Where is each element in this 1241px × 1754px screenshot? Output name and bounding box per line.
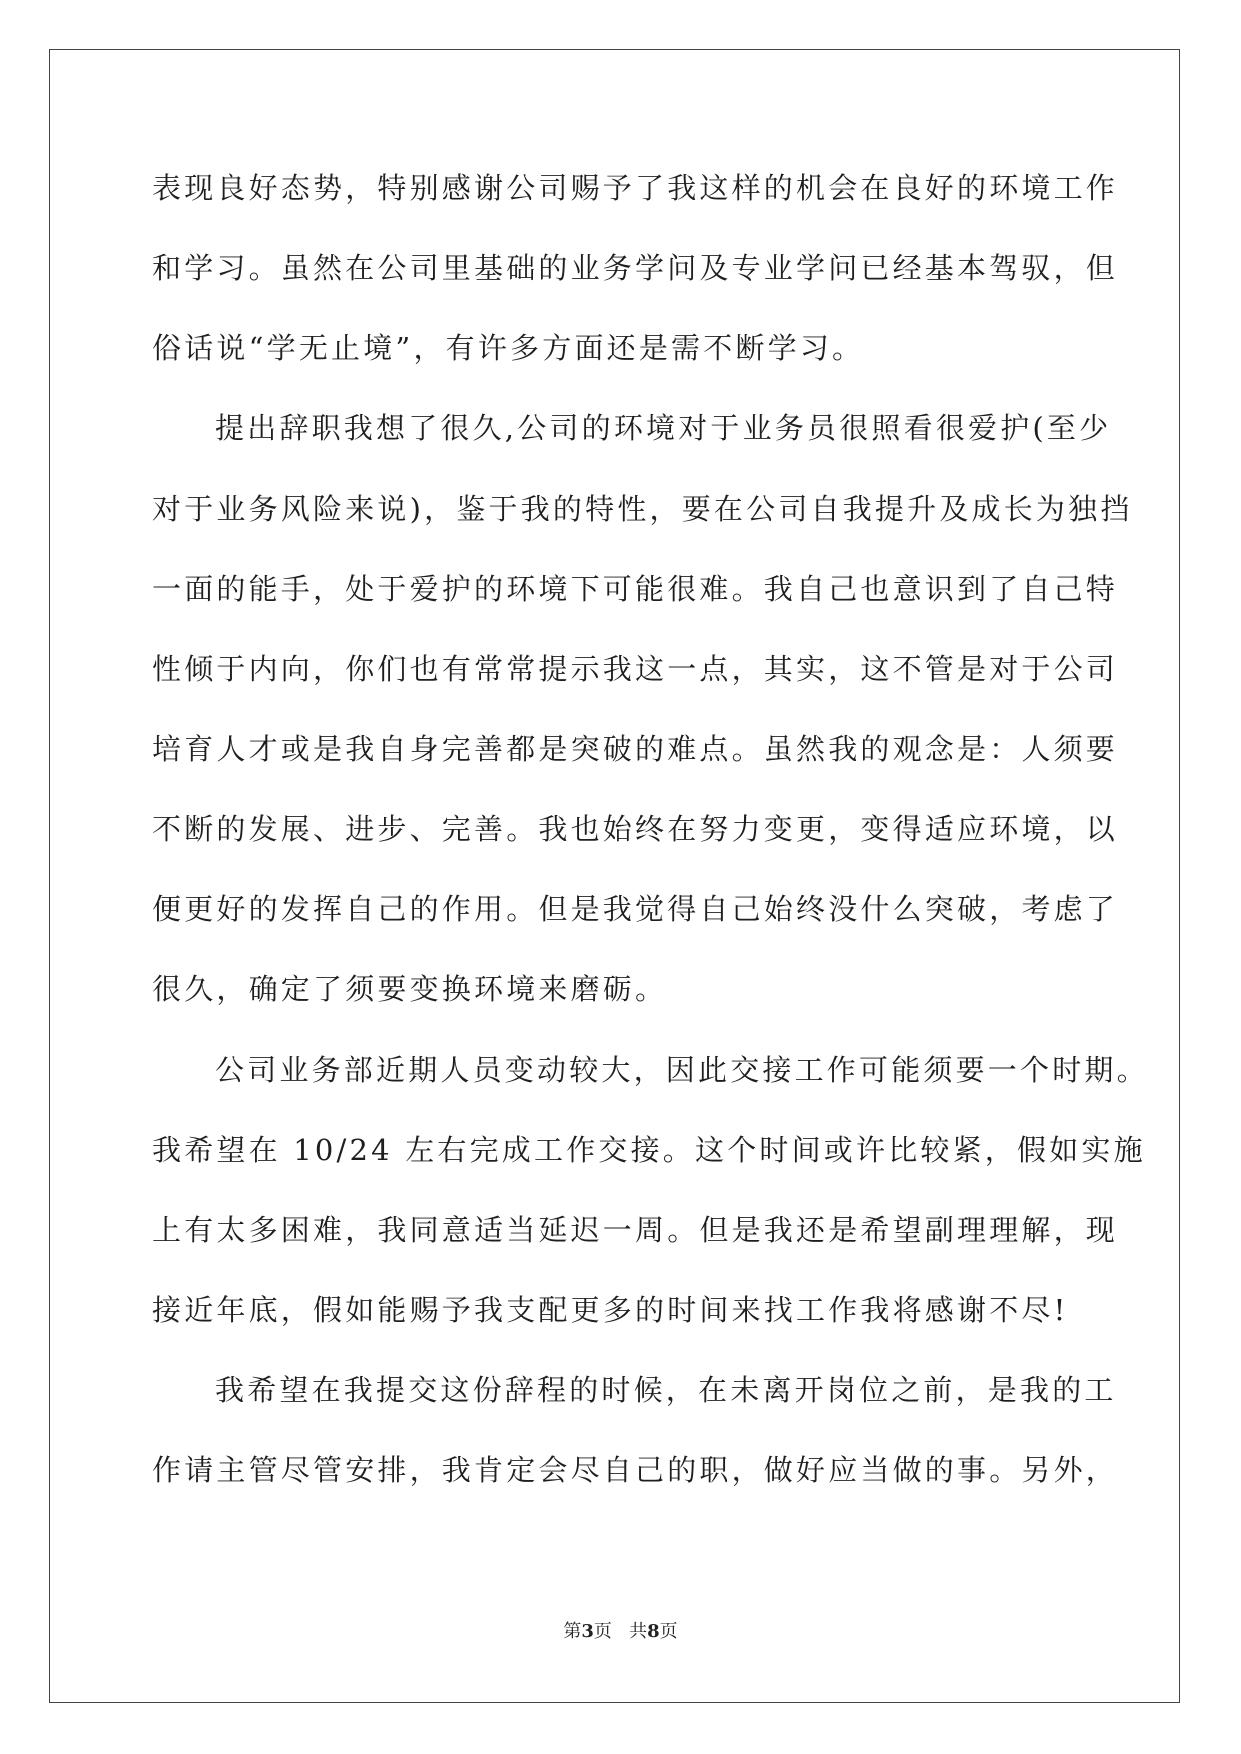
text-line: 不断的发展、进步、完善。我也始终在努力变更，变得适应环境，以 [152,812,1119,846]
total-pages-number: 8 [647,1621,660,1642]
text-line: 对于业务风险来说)，鉴于我的特性，要在公司自我提升及成长为独挡 [152,492,1133,526]
page-number-footer [0,1620,1241,1644]
paragraph-start-line: 公司业务部近期人员变动较大，因此交接工作可能须要一个时期。 [215,1053,1149,1087]
paragraph-start-line: 我希望在我提交这份辞程的时候，在未离开岗位之前，是我的工 [215,1373,1117,1407]
total-prefix: 共 [629,1621,648,1642]
text-line: 我希望在 10/24 左右完成工作交接。这个时间或许比较紧，假如实施 [152,1133,1146,1167]
text-line: 和学习。虽然在公司里基础的业务学问及专业学问已经基本驾驭，但 [152,251,1119,285]
page-suffix: 页 [593,1621,612,1642]
text-line: 一面的能手，处于爱护的环境下可能很难。我自己也意识到了自己特 [152,572,1119,606]
text-line: 接近年底，假如能赐予我支配更多的时间来找工作我将感谢不尽! [152,1293,1069,1327]
paragraph-start-line: 提出辞职我想了很久,公司的环境对于业务员很照看很爱护(至少 [215,411,1112,445]
text-line: 俗话说“学无止境”，有许多方面还是需不断学习。 [152,331,865,365]
text-line: 便更好的发挥自己的作用。但是我觉得自己始终没什么突破，考虑了 [152,892,1119,926]
text-line: 性倾于内向，你们也有常常提示我这一点，其实，这不管是对于公司 [152,652,1119,686]
page-prefix: 第 [563,1621,582,1642]
text-line: 很久，确定了须要变换环境来磨砺。 [152,972,668,1006]
text-line: 作请主管尽管安排，我肯定会尽自己的职，做好应当做的事。另外， [152,1453,1119,1487]
text-line: 上有太多困难，我同意适当延迟一周。但是我还是希望副理理解，现 [152,1213,1119,1247]
current-page-number: 3 [581,1621,594,1642]
text-line: 表现良好态势，特别感谢公司赐予了我这样的机会在良好的环境工作 [152,171,1119,205]
total-suffix: 页 [659,1621,678,1642]
text-line: 培育人才或是我自身完善都是突破的难点。虽然我的观念是：人须要 [152,732,1119,766]
